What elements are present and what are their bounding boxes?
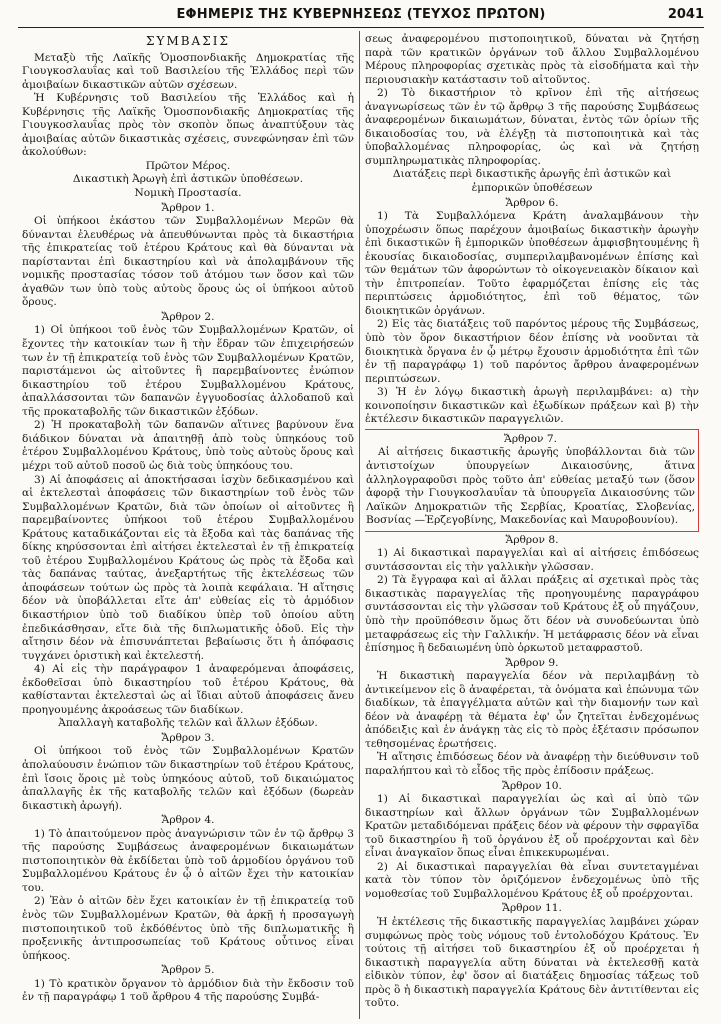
article-2-paragraph: 3) Αἱ ἀποφάσεις αἱ ἀποκτήσασαι ἰσχὺν δεδικασμένου καὶ αἱ ἐκτελεσταὶ ἀποφάσεις τῶν δικαστηρίων τοῦ ἑνὸς τῶν Συμβαλλομένων Κρατῶν, διὰ τῶν ὁποίων οἱ αἰτοῦντες ἢ παρεμβαίνοντες ὑπήκοοι τοῦ ἑτέρου Συμβαλλομένου Κράτους καταδικάζονται εἰς τὰ ἔξοδα καὶ τὰς δαπάνας τῆς δίκης κηρύσσονται ἐπὶ αἰτήσει ἐκτελεσταὶ ἐν τῇ ἐπικρατείᾳ τοῦ ἑτέρου Συμβαλλομένου Κράτους ὡς πρὸς τὰ ἔξοδα καὶ τὰς δαπάνας ταύτας, ἀνεξαρτήτως τῆς ἐκτελέσεως τῶν ἀποφάσεων τούτων ὡς πρὸς τὰ λοιπὰ κεφάλαια. Ἡ αἴτησις δέον νὰ ὑποβάλλεται εἴτε ἀπ' εὐθείας εἰς τὸ ἁρμόδιον δικαστήριον ὑπὸ τοῦ διαδίκου ὑπὲρ τοῦ ὁποίου αὕτη ἐπεδικάσθησαν, εἴτε διὰ τῆς διπλωματικῆς ὁδοῦ. Εἰς τὴν αἴτησιν δέον νὰ ἐπισυνάπτεται βεβαίωσις ὅτι ἡ ἀπόφασις τυγχάνει ὁριστικὴ καὶ ἐκτελεστή.: [22, 473, 354, 662]
article-7-title: Ἄρθρον 7.: [504, 432, 557, 445]
article-6-paragraph: 3) Ἡ ἐν λόγῳ δικαστικὴ ἀρωγὴ περιλαμβάνει: α) τὴν κοινοποίησιν δικαστικῶν καὶ ἐξωδίκων πράξεων καὶ β) τὴν ἐκτέλεσιν δικαστικῶν παραγγελιῶν.: [365, 386, 699, 426]
exemption-heading: Ἀπαλλαγὴ καταβολῆς τελῶν καὶ ἄλλων ἐξόδων.: [58, 717, 318, 730]
article-6-paragraph: 1) Τὰ Συμβαλλόμενα Κράτη ἀναλαμβάνουν τὴν ὑποχρέωσιν ὅπως παρέχουν ἀμοιβαίως δικαστικὴν ἀρωγὴν ἐπὶ δικαστικῶν ἢ ἐμπορικῶν ὑποθέσεων ἀμφισβητουμένης ἢ ἑκουσίας δικαιοδοσίας, συμπεριλαμβανομένων ἐπίσης καὶ τῶν θεμάτων τῶν ἀφορώντων τὸ οἰκογενειακὸν δίκαιον καὶ τὴν ἐπιτροπείαν. Τοῦτο ἐφαρμόζεται ἐπίσης εἰς τὰς περιπτώσεις ἁρμοδιότητος, ἐπὶ τοῦ θέματος, τῶν διοικητικῶν ὀργάνων.: [365, 210, 699, 317]
highlighted-article-7-box: [365, 429, 699, 532]
article-1-title: Ἄρθρον 1.: [161, 201, 215, 214]
convention-title: ΣΥΜΒΑΣΙΣ: [146, 34, 230, 48]
article-4-title: Ἄρθρον 4.: [161, 814, 215, 827]
article-7-text: Αἱ αἰτήσεις δικαστικῆς ἀρωγῆς ὑποβάλλονται διὰ τῶν ἀντιστοίχων ὑπουργείων Δικαιοσύνης, ἅτινα ἀλληλογραφοῦσι πρὸς τοῦτο ἀπ' εὐθείας μεταξύ των (ὅσον ἀφορᾷ τὴν Γιουγκοσλαυΐαν τὰ ὑπουργεῖα Δικαιοσύνης τῶν Λαϊκῶν Δημοκρατιῶν τῆς Σερβίας, Κροατίας, Σλοβενίας, Βοσνίας —Ἐρζεγοβίνης, Μακεδονίας καὶ Μαυροβουνίου).: [366, 446, 695, 527]
article-10-paragraph: 1) Αἱ δικαστικαὶ παραγγελίαι ὡς καὶ αἱ ὑπὸ τῶν δικαστηρίων καὶ ἄλλων ὀργάνων τῶν Συμβαλλομένων Κρατῶν μεταδιδόμεναι πράξεις δέον νὰ φέρουν τὴν σφραγῖδα τοῦ δικαστηρίου ἢ τοῦ ὀργάνου ἐξ οὗ προέρχονται καὶ δὲν εἶναι ἀναγκαῖον ὅπως εἶναι ἐπικεκυρωμέναι.: [365, 793, 699, 860]
continued-paragraph: σεως ἀναφερομένου πιστοποιητικοῦ, δύναται νὰ ζητήσῃ παρὰ τῶν κρατικῶν ὀργάνων τοῦ ἄλλου Συμβαλλομένου Μέρους πληροφορίας σχετικὰς πρὸς τὰ εἰσοδήματα καὶ τὴν περιουσιακὴν κατάστασιν τοῦ αἰτοῦντος.: [365, 33, 699, 86]
article-9-paragraph: Ἡ δικαστικὴ παραγγελία δέον νὰ περιλαμβάνῃ τὸ ἀντικείμενον εἰς ὃ ἀναφέρεται, τὰ ὀνόματα καὶ ἐπώνυμα τῶν διαδίκων, τὰ ἐπαγγέλματα αὐτῶν καὶ τὴν διαμονήν των καὶ δέον νὰ ἀναφέρῃ τὰ θέματα ἐφ' ὧν ζητεῖται ἐνδεχομένως ἀπόδειξις καὶ ἐν ἀνάγκῃ τὰς εἰς τὸ πρὸς ἐξέτασιν πρόσωπον τεθησομένας ἐρωτήσεις.: [365, 670, 699, 750]
article-3-title: Ἄρθρον 3.: [161, 731, 215, 744]
article-9-paragraph: Ἡ αἴτησις ἐπιδόσεως δέον νὰ ἀναφέρῃ τὴν διεύθυνσιν τοῦ παραλήπτου καὶ τὸ εἶδος τῆς πρὸς ἐπίδοσιν πράξεως.: [365, 751, 699, 777]
page-header: [18, 6, 704, 28]
article-5-paragraph: 2) Τὸ δικαστήριον τὸ κρῖνον ἐπὶ τῆς αἰτήσεως ἀναγνωρίσεως τῶν ἐν τῷ ἄρθρῳ 3 τῆς παρούσης Συμβάσεως ἀναφερομένων δικαιωμάτων, δύναται, ἐντὸς τῶν ὁρίων τῆς δικαιοδοσίας του, νὰ ἐλέγξῃ τὰ πιστοποιητικὰ καὶ τὰς ὑποβαλλομένας πληροφορίας, ὡς καὶ νὰ ζητήσῃ συμπληρωματικὰς πληροφορίας.: [365, 87, 699, 167]
article-4-paragraph: 2) Ἐὰν ὁ αἰτῶν δὲν ἔχει κατοικίαν ἐν τῇ ἐπικρατείᾳ τοῦ ἑνὸς τῶν Συμβαλλομένων Κρατῶν, θὰ ἀρκῇ ἡ προσαγωγὴ πιστοποιητικοῦ τοῦ ἐκδόθέντος ὑπὸ τῆς διπλωματικῆς ἢ προξενικῆς ἀντιπροσωπείας τοῦ Κράτους οὗτινος εἶναι ὑπήκοος.: [22, 895, 354, 962]
article-2-paragraph: 2) Ἡ προκαταβολὴ τῶν δαπανῶν αἵτινες βαρύνουν ἕνα διάδικον δύναται νὰ ἀπαιτηθῇ ἀπὸ τοὺς ὑπηκόους τοῦ ἑτέρου Συμβαλλομένου Κράτους, ὑπὸ τοὺς αὐτοὺς ὅρους καὶ μέχρι τοῦ αὐτοῦ ποσοῦ ὡς διὰ τοὺς ὑπηκόους του.: [22, 419, 354, 472]
article-5-title: Ἄρθρον 5.: [161, 964, 215, 977]
article-10-paragraph: 2) Αἱ δικαστικαὶ παραγγελίαι θὰ εἶναι συντεταγμέναι κατὰ τὸν τύπον τὸν ὁριζόμενον ἐνδεχομένως ὑπὸ τῆς νομοθεσίας τοῦ Συμβαλλομένου Κράτους ἐξ οὗ προέρχονται.: [365, 860, 699, 900]
header-rule: [18, 27, 704, 28]
article-11-title: Ἄρθρον 11.: [502, 902, 562, 915]
article-8-paragraph: 1) Αἱ δικαστικαὶ παραγγελίαι καὶ αἱ αἰτήσεις ἐπιδόσεως συντάσσονται εἰς τὴν γαλλικὴν γλῶσσαν.: [365, 547, 699, 573]
article-3-text: Οἱ ὑπήκοοι τοῦ ἑνὸς τῶν Συμβαλλομένων Κρατῶν ἀπολαύουσιν ἐνώπιον τῶν δικαστηρίων τοῦ ἑτέρου Κράτους, ἐπὶ ἴσοις ὅροις μὲ τοὺς ὑπηκόους αὐτοῦ, τοῦ δικαιώματος ἀπαλλαγῆς ἐκ τῆς καταβολῆς τελῶν καὶ ἐξόδων (δωρεὰν δικαστικὴ ἀρωγή).: [22, 745, 354, 812]
intro-paragraph: Ἡ Κυβέρνησις τοῦ Βασιλείου τῆς Ἑλλάδος καὶ ἡ Κυβέρνησις τῆς Λαϊκῆς Ὁμοσπονδιακῆς Δημοκρατίας τῆς Γιουγκοσλαυΐας πρὸς τὸν σκοπὸν ὅπως ἀναπτύξουν τὰς ἀμοιβαίας αὐτῶν δικαστικὰς σχέσεις, συνεφώνησαν ἐπὶ τῶν ἀκολούθων:: [22, 92, 354, 159]
section-heading: Διατάξεις περὶ δικαστικῆς ἀρωγῆς ἐπὶ ἀστικῶν καὶ ἐμπορικῶν ὑποθέσεων: [392, 168, 672, 195]
section-heading: Δικαστικὴ Ἀρωγὴ ἐπὶ ἀστικῶν ὑποθέσεων.: [72, 173, 304, 186]
article-6-paragraph: 2) Εἰς τὰς διατάξεις τοῦ παρόντος μέρους τῆς Συμβάσεως, ὑπὸ τὸν ὅρον δικαστήριον δέον ἐπίσης νὰ νοοῦνται τὰ διοικητικὰ ὄργανα ἐν ᾧ μέτρῳ ἔχουσιν ἁρμοδιότητα ἐπὶ τῶν ἐν τῇ παραγράφῳ 1) τοῦ παρόντος ἄρθρου ἀναφερομένων περιπτώσεων.: [365, 318, 699, 385]
right-column: [365, 33, 699, 1018]
article-9-title: Ἄρθρον 9.: [505, 656, 559, 669]
article-11-text: Ἡ ἐκτέλεσις τῆς δικαστικῆς παραγγελίας λαμβάνει χώραν συμφώνως πρὸς τοὺς νόμους τοῦ ἐντολοδόχου Κράτους. Ἐν τούτοις τῇ αἰτήσει τοῦ δικαστηρίου ἐξ οὗ προέρχεται ἡ δικαστικὴ παραγγελία αὕτη δύναται νὰ ἐκτελεσθῇ κατὰ εἰδικὸν τύπον, ἐφ' ὅσον αἱ διατάξεις δημοσίας τάξεως τοῦ πρὸς ὃ ἡ δικαστικὴ παραγγελία Κράτους δὲν ἀντιτίθενται εἰς τοῦτο.: [365, 916, 699, 1010]
article-4-paragraph: 1) Τὸ ἀπαιτούμενον πρὸς ἀναγνώρισιν τῶν ἐν τῷ ἄρθρῳ 3 τῆς παρούσης Συμβάσεως ἀναφερομένων δικαιωμάτων πιστοποιητικὸν θὰ ἐκδίδεται ὑπὸ τοῦ ἁρμοδίου ὀργάνου τοῦ Συμβαλλομένου Κράτους ἐν ᾧ ὁ αἰτῶν ἔχει τὴν κατοικίαν του.: [22, 827, 354, 894]
gazette-title: ΕΦΗΜΕΡΙΣ ΤΗΣ ΚΥΒΕΡΝΗΣΕΩΣ (ΤΕΥΧΟΣ ΠΡΩΤΟΝ): [176, 7, 546, 22]
intro-paragraph: Μεταξὺ τῆς Λαϊκῆς Ὁμοσπονδιακῆς Δημοκρατίας τῆς Γιουγκοσλαυΐας καὶ τοῦ Βασιλείου τῆς Ἑλλάδος περὶ τῶν ἀμοιβαίων δικαστικῶν αὐτῶν σχέσεων.: [22, 51, 354, 91]
column-divider: [359, 31, 360, 1019]
left-column: [22, 33, 354, 1018]
article-8-title: Ἄρθρον 8.: [505, 533, 559, 546]
article-2-paragraph: 1) Οἱ ὑπήκοοι τοῦ ἑνὸς τῶν Συμβαλλομένων Κρατῶν, οἱ ἔχοντες τὴν κατοικίαν των ἢ τὴν ἕδραν τῶν ἐπιχειρήσεών των ἐν τῇ ἐπικρατείᾳ τοῦ ἑνὸς τῶν Συμβαλλομένων Κρατῶν, παριστάμενοι ὡς αἰτοῦντες ἢ παρεμβαίνοντες ἐνώπιον δικαστηρίου τοῦ ἑτέρου Συμβαλλομένου Κράτους, ἀπαλλάσσονται τῶν δαπανῶν ἐγγυοδοσίας ἀλλοδαποῦ καὶ τῆς προκαταβολῆς τῶν δικαστικῶν ἐξόδων.: [22, 324, 354, 418]
article-6-title: Ἄρθρον 6.: [505, 196, 559, 209]
subsection-heading: Νομικὴ Προστασία.: [134, 187, 242, 200]
page-number: 2041: [667, 7, 704, 22]
article-8-paragraph: 2) Τὰ ἔγγραφα καὶ αἱ ἄλλαι πράξεις αἱ σχετικαὶ πρὸς τὰς δικαστικὰς παραγγελίας τῆς προηγουμένης παραγράφου συντάσσονται εἰς τὴν γλῶσσαν τοῦ Κράτους ἐξ οὗ πηγάζουν, ὑπὸ τὴν προϋπόθεσιν ὅμως ὅτι δέον νὰ συνοδεύωνται ὑπὸ μεταφράσεως εἰς τὴν Γαλλικήν. Ἡ μετάφρασις δέον νὰ εἶναι ἐπίσημος ἢ δεδαιωμένη ὑπὸ ὁρκωτοῦ μεταφραστοῦ.: [365, 574, 699, 655]
article-10-title: Ἄρθρον 10.: [502, 779, 562, 792]
article-2-paragraph: 4) Αἱ εἰς τὴν παράγραφον 1 ἀναφερόμεναι ἀποφάσεις, ἐκδοθεῖσαι ὑπὸ δικαστηρίου τοῦ ἑτέρου Κράτους, θὰ καθίστανται ἐκτελεσταὶ ὡς αἱ ἴδιαι αὐτοῦ ἀποφάσεις ἄνευ προηγουμένης ἀκροάσεως τῶν διαδίκων.: [22, 663, 354, 716]
part-heading: Πρῶτον Μέρος.: [145, 159, 231, 172]
article-1-text: Οἱ ὑπήκοοι ἑκάστου τῶν Συμβαλλομένων Μερῶν θὰ δύνανται ἐλευθέρως νὰ ἀπευθύνωνται πρὸς τὰ δικαστήρια τῆς ἐπικρατείας τοῦ ἑτέρου Κράτους καὶ θὰ δύνανται νὰ παρίστανται ἐπὶ δικαστηρίου καὶ νὰ ἀπολαμβάνουν τῆς νομικῆς προστασίας τόσον τοῦ ἀτόμου των ὅσον καὶ τῶν ἀγαθῶν των ὑπὸ τοὺς αὐτοὺς ὅρους ὡς οἱ ὑπήκοοι αὐτοῦ ὅρους.: [22, 215, 354, 309]
article-2-title: Ἄρθρον 2.: [161, 310, 215, 323]
article-5-paragraph: 1) Τὸ κρατικὸν ὄργανον τὸ ἁρμόδιον διὰ τὴν ἔκδοσιν τοῦ ἐν τῇ παραγράφῳ 1 τοῦ ἄρθρου 4 τῆς παρούσης Συμβά-: [22, 977, 354, 1004]
